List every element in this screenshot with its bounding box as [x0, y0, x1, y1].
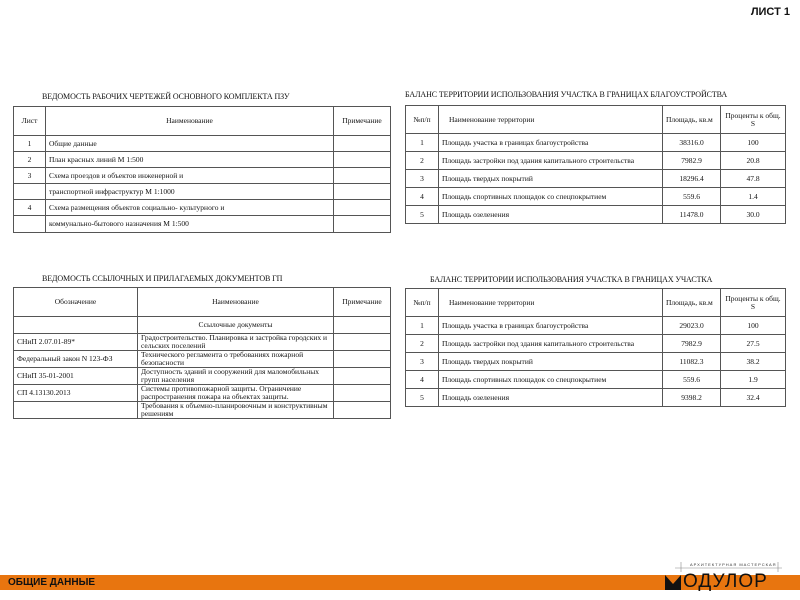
cell [334, 317, 391, 334]
cell [334, 351, 391, 368]
cell: 3 [406, 353, 439, 371]
cell [334, 152, 391, 168]
cell: Требования к объемно-планировочным и конструктивным решениям [138, 402, 334, 419]
cell: Площадь спортивных площадок со спецпокрытием [439, 188, 663, 206]
table-row [406, 188, 786, 206]
header-percent: Проценты к общ. S [721, 106, 786, 134]
table-row [14, 168, 391, 184]
cell: Общие данные [46, 136, 334, 152]
header-area: Площадь, кв.м [663, 289, 721, 317]
balance1-table [405, 105, 786, 224]
header-number: №п/п [406, 106, 439, 134]
table-row [14, 200, 391, 216]
cell: 2 [406, 335, 439, 353]
cell: Градостроительство. Планировка и застройка городских и сельских поселений [138, 334, 334, 351]
table-row [14, 152, 391, 168]
cell: 5 [406, 389, 439, 407]
header-name: Наименование территории [439, 106, 663, 134]
cell: 18296.4 [663, 170, 721, 188]
header-sheet: Лист [14, 107, 46, 136]
header-name: Наименование территории [439, 289, 663, 317]
cell: 1 [406, 317, 439, 335]
cell [334, 168, 391, 184]
cell [334, 136, 391, 152]
balance1-title: БАЛАНС ТЕРРИТОРИИ ИСПОЛЬЗОВАНИЯ УЧАСТКА В ГРАНИЦАХ БЛАГОУСТРОЙСТВА [405, 90, 728, 99]
cell: Площадь участка в границах благоустройства [439, 134, 663, 152]
cell [14, 402, 138, 419]
cell: 32.4 [721, 389, 786, 407]
cell: Технического регламента о требованиях пожарной безопасности [138, 351, 334, 368]
table-row [406, 371, 786, 389]
cell: 1 [14, 136, 46, 152]
header-area: Площадь, кв.м [663, 106, 721, 134]
cell: Ссылочные документы [138, 317, 334, 334]
cell: 29023.0 [663, 317, 721, 335]
table-row [14, 334, 391, 351]
drawings-title: ВЕДОМОСТЬ РАБОЧИХ ЧЕРТЕЖЕЙ ОСНОВНОГО КОМПЛЕКТА ПЗУ [42, 92, 290, 101]
cell [334, 334, 391, 351]
balance2-table [405, 288, 786, 407]
cell: Системы противопожарной защиты. Ограничение распространения пожара на объектах защиты. [138, 385, 334, 402]
cell: СП 4.13130.2013 [14, 385, 138, 402]
table-row [406, 170, 786, 188]
cell: 1 [406, 134, 439, 152]
table-row [14, 136, 391, 152]
sheet-number: ЛИСТ 1 [750, 6, 790, 18]
cell: Федеральный закон N 123-ФЗ [14, 351, 138, 368]
cell [334, 200, 391, 216]
cell: 38.2 [721, 353, 786, 371]
cell: 38316.0 [663, 134, 721, 152]
table-row [406, 317, 786, 335]
cell: 2 [14, 152, 46, 168]
cell [334, 184, 391, 200]
cell: Схема проездов и объектов инженерной и [46, 168, 334, 184]
cell: 559.6 [663, 371, 721, 389]
cell: Площадь участка в границах благоустройства [439, 317, 663, 335]
cell: Площадь твердых покрытий [439, 353, 663, 371]
cell: 47.8 [721, 170, 786, 188]
footer-label: ОБЩИЕ ДАННЫЕ [8, 577, 96, 588]
cell [14, 216, 46, 233]
cell: 4 [14, 200, 46, 216]
cell: 1.4 [721, 188, 786, 206]
table-row [406, 206, 786, 224]
table-row [14, 184, 391, 200]
header-number: №п/п [406, 289, 439, 317]
cell: 100 [721, 317, 786, 335]
table-row [14, 385, 391, 402]
documents-title: ВЕДОМОСТЬ ССЫЛОЧНЫХ И ПРИЛАГАЕМЫХ ДОКУМЕНТОВ ГП [42, 274, 283, 283]
cell: коммунально-бытового назначения М 1:500 [46, 216, 334, 233]
cell [14, 317, 138, 334]
cell [334, 385, 391, 402]
balance2-title: БАЛАНС ТЕРРИТОРИИ ИСПОЛЬЗОВАНИЯ УЧАСТКА В ГРАНИЦАХ УЧАСТКА [430, 275, 713, 284]
table-row [406, 353, 786, 371]
header-percent: Проценты к общ. S [721, 289, 786, 317]
cell [334, 216, 391, 233]
cell: 7982.9 [663, 335, 721, 353]
table-row [14, 402, 391, 419]
cell [14, 184, 46, 200]
cell: 3 [14, 168, 46, 184]
cell: 100 [721, 134, 786, 152]
table-row [14, 216, 391, 233]
cell: 559.6 [663, 188, 721, 206]
cell: 2 [406, 152, 439, 170]
table-row [14, 368, 391, 385]
cell: Схема размещения объектов социально- культурного и [46, 200, 334, 216]
logo-name: ОДУЛОР [683, 571, 768, 592]
table-row [406, 335, 786, 353]
cell: транспортной инфраструктур М 1:1000 [46, 184, 334, 200]
header-note: Примечание [334, 288, 391, 317]
table-row [406, 389, 786, 407]
cell: 3 [406, 170, 439, 188]
cell: План красных линий М 1:500 [46, 152, 334, 168]
cell [334, 402, 391, 419]
cell: СНиП 35-01-2001 [14, 368, 138, 385]
cell: 5 [406, 206, 439, 224]
table-row [14, 351, 391, 368]
logo-subtitle: АРХИТЕКТУРНАЯ МАСТЕРСКАЯ [690, 562, 777, 567]
cell: Площадь твердых покрытий [439, 170, 663, 188]
cell: 20.8 [721, 152, 786, 170]
cell: Площадь озеленения [439, 389, 663, 407]
documents-table [13, 287, 391, 419]
header-name: Наименование [138, 288, 334, 317]
cell: Доступность зданий и сооружений для маломобильных групп населения [138, 368, 334, 385]
cell: Площадь озеленения [439, 206, 663, 224]
cell: 7982.9 [663, 152, 721, 170]
table-row [406, 152, 786, 170]
cell: СНиП 2.07.01-89* [14, 334, 138, 351]
cell: 11082.3 [663, 353, 721, 371]
header-code: Обозначение [14, 288, 138, 317]
cell: 1.9 [721, 371, 786, 389]
cell: 30.0 [721, 206, 786, 224]
cell [334, 368, 391, 385]
table-row [14, 317, 391, 334]
cell: 9398.2 [663, 389, 721, 407]
header-note: Примечание [334, 107, 391, 136]
header-name: Наименование [46, 107, 334, 136]
cell: Площадь застройки под здания капитального строительства [439, 152, 663, 170]
cell: Площадь спортивных площадок со спецпокрытием [439, 371, 663, 389]
cell: 11478.0 [663, 206, 721, 224]
cell: 4 [406, 188, 439, 206]
cell: 4 [406, 371, 439, 389]
table-row [406, 134, 786, 152]
drawings-table [13, 106, 391, 233]
cell: Площадь застройки под здания капитального строительства [439, 335, 663, 353]
cell: 27.5 [721, 335, 786, 353]
